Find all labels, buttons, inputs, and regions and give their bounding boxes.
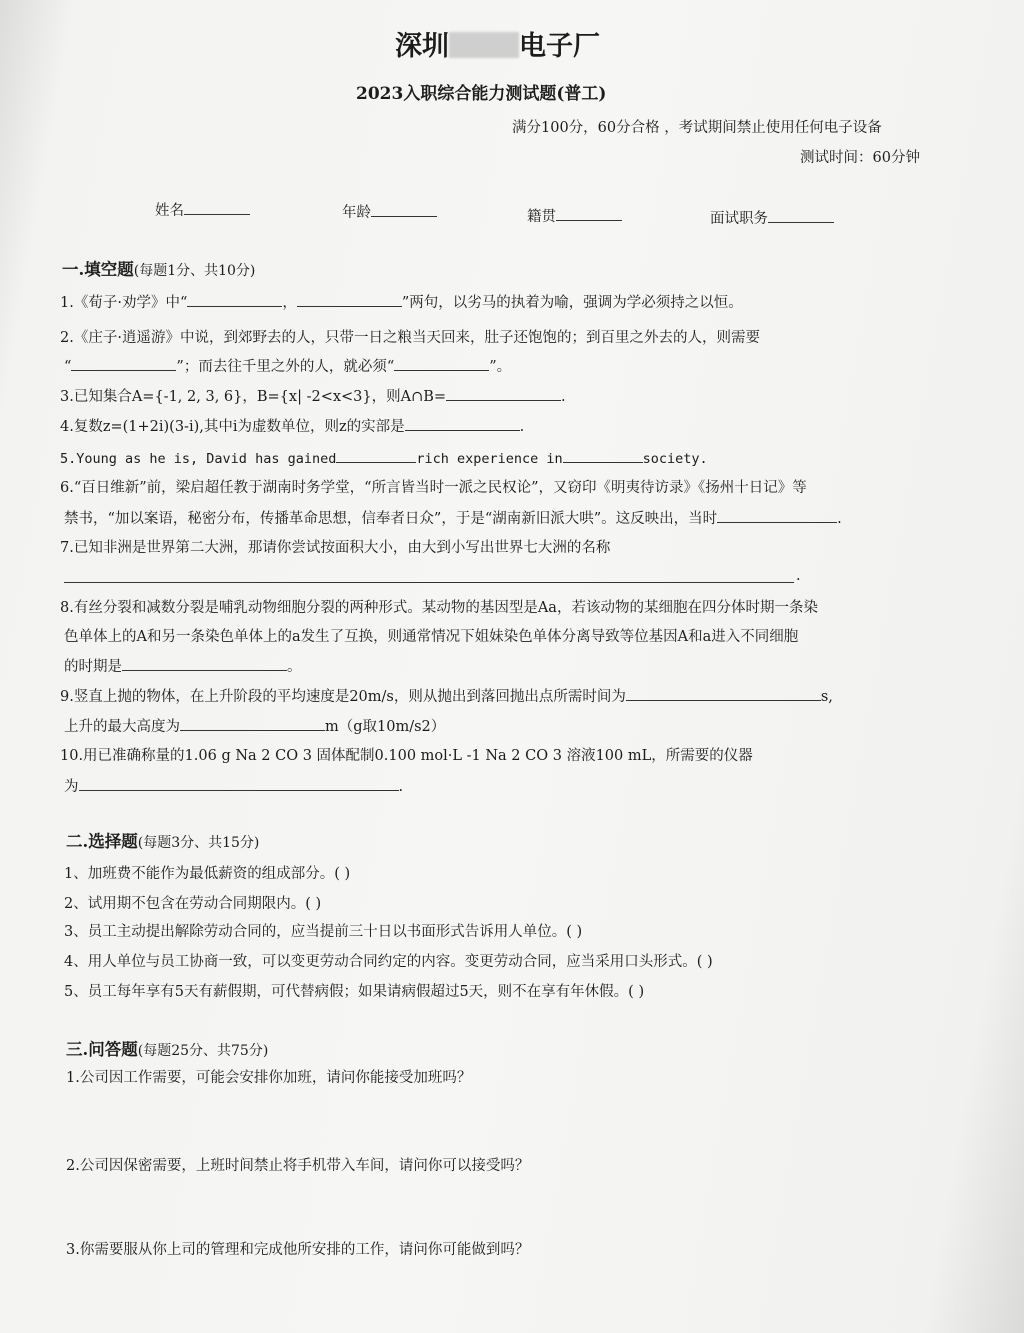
choice-item-1[interactable]: 1、加班费不能作为最低薪资的组成部分。( ) [64,866,351,882]
essay-question-3: 3.你需要服从你上司的管理和完成他所安排的工作，请问你可能做到吗？ [66,1242,530,1258]
age-field[interactable]: 年龄 [342,202,437,223]
question-2-line2: “ ”；而去往千里之外的人，就必须“ ”。 [64,356,511,377]
page-title: 深圳 电子厂 [395,31,600,62]
section1-heading: 一.填空题(每题1分、共10分) [62,260,256,279]
question-1: 1.《荀子·劝学》中“ ， ”两句，以劣马的执着为喻，强调为学必须持之以恒。 [60,292,743,313]
choice-item-3[interactable]: 3、员工主动提出解除劳动合同的，应当提前三十日以书面形式告诉用人单位。( ) [64,924,583,940]
redacted-name [449,32,519,58]
essay-question-1: 1.公司因工作需要，可能会安排你加班，请问你能接受加班吗？ [66,1070,472,1086]
section2-heading: 二.选择题(每题3分、共15分) [66,832,260,851]
section3-heading: 三.问答题(每题25分、共75分) [66,1040,269,1059]
question-9-line1: 9.竖直上抛的物体，在上升阶段的平均速度是20m/s，则从抛出到落回抛出点所需时间为 s, [60,686,833,707]
exam-subtitle: 2023入职综合能力测试题(普工) [356,84,607,104]
name-field[interactable]: 姓名 [155,200,250,221]
question-7: 7.已知非洲是世界第二大洲，那请你尝试按面积大小，由大到小写出世界七大洲的名称 [60,540,611,556]
question-7-answer-line[interactable] [64,582,794,583]
choice-item-5[interactable]: 5、员工每年享有5天有薪假期，可代替病假；如果请病假超过5天，则不在享有年休假。( ) [64,984,645,1000]
question-8-line2: 色单体上的A和另一条染色单体上的a发生了互换，则通常情况下姐妹染色单体分离导致等位基因A和a进入不同细胞 [64,629,799,645]
question-3: 3.已知集合A={-1, 2, 3, 6}，B={x| -2<x<3}，则A∩B= . [60,386,566,407]
question-9-line2: 上升的最大高度为 m（g取10m/s2） [64,716,445,737]
question-5: 5.Young as he is, David has gained rich experience in society. [60,448,708,469]
essay-question-2: 2.公司因保密需要，上班时间禁止将手机带入车间，请问你可以接受吗？ [66,1158,530,1174]
question-6-line2: 禁书，“加以案语，秘密分布，传播革命思想，信奉者日众”，于是“湖南新旧派大哄”。这反映出，当时 . [64,508,842,529]
question-10-line1: 10.用已准确称量的1.06 g Na 2 CO 3 固体配制0.100 mol·L -1 Na 2 CO 3 溶液100 mL，所需要的仪器 [60,748,753,764]
question-8-line3: 的时期是 。 [64,656,302,677]
choice-item-2[interactable]: 2、试用期不包含在劳动合同期限内。( ) [64,896,322,912]
question-2-line1: 2.《庄子·逍遥游》中说，到郊野去的人，只带一日之粮当天回来，肚子还饱饱的；到百里之外去的人，则需要 [60,330,760,346]
question-6-line1: 6.“百日维新”前，梁启超任教于湖南时务学堂，“所言皆当时一派之民权论”，又窃印《明夷待访录》《扬州十日记》等 [60,480,807,496]
position-field[interactable]: 面试职务 [710,208,834,229]
question-8-line1: 8.有丝分裂和减数分裂是哺乳动物细胞分裂的两种形式。某动物的基因型是Aa，若该动物的某细胞在四分体时期一条染 [60,600,818,616]
exam-time: 测试时间：60分钟 [800,150,920,166]
question-10-line2: 为 . [64,776,403,797]
question-7-period: . [796,568,801,584]
exam-rules: 满分100分，60分合格 ，考试期间禁止使用任何电子设备 [512,120,882,136]
choice-item-4[interactable]: 4、用人单位与员工协商一致，可以变更劳动合同约定的内容。变更劳动合同，应当采用口头形式。( ) [64,954,713,970]
origin-field[interactable]: 籍贯 [527,206,622,227]
question-4: 4.复数z=(1+2i)(3-i),其中i为虚数单位，则z的实部是 . [60,416,524,437]
